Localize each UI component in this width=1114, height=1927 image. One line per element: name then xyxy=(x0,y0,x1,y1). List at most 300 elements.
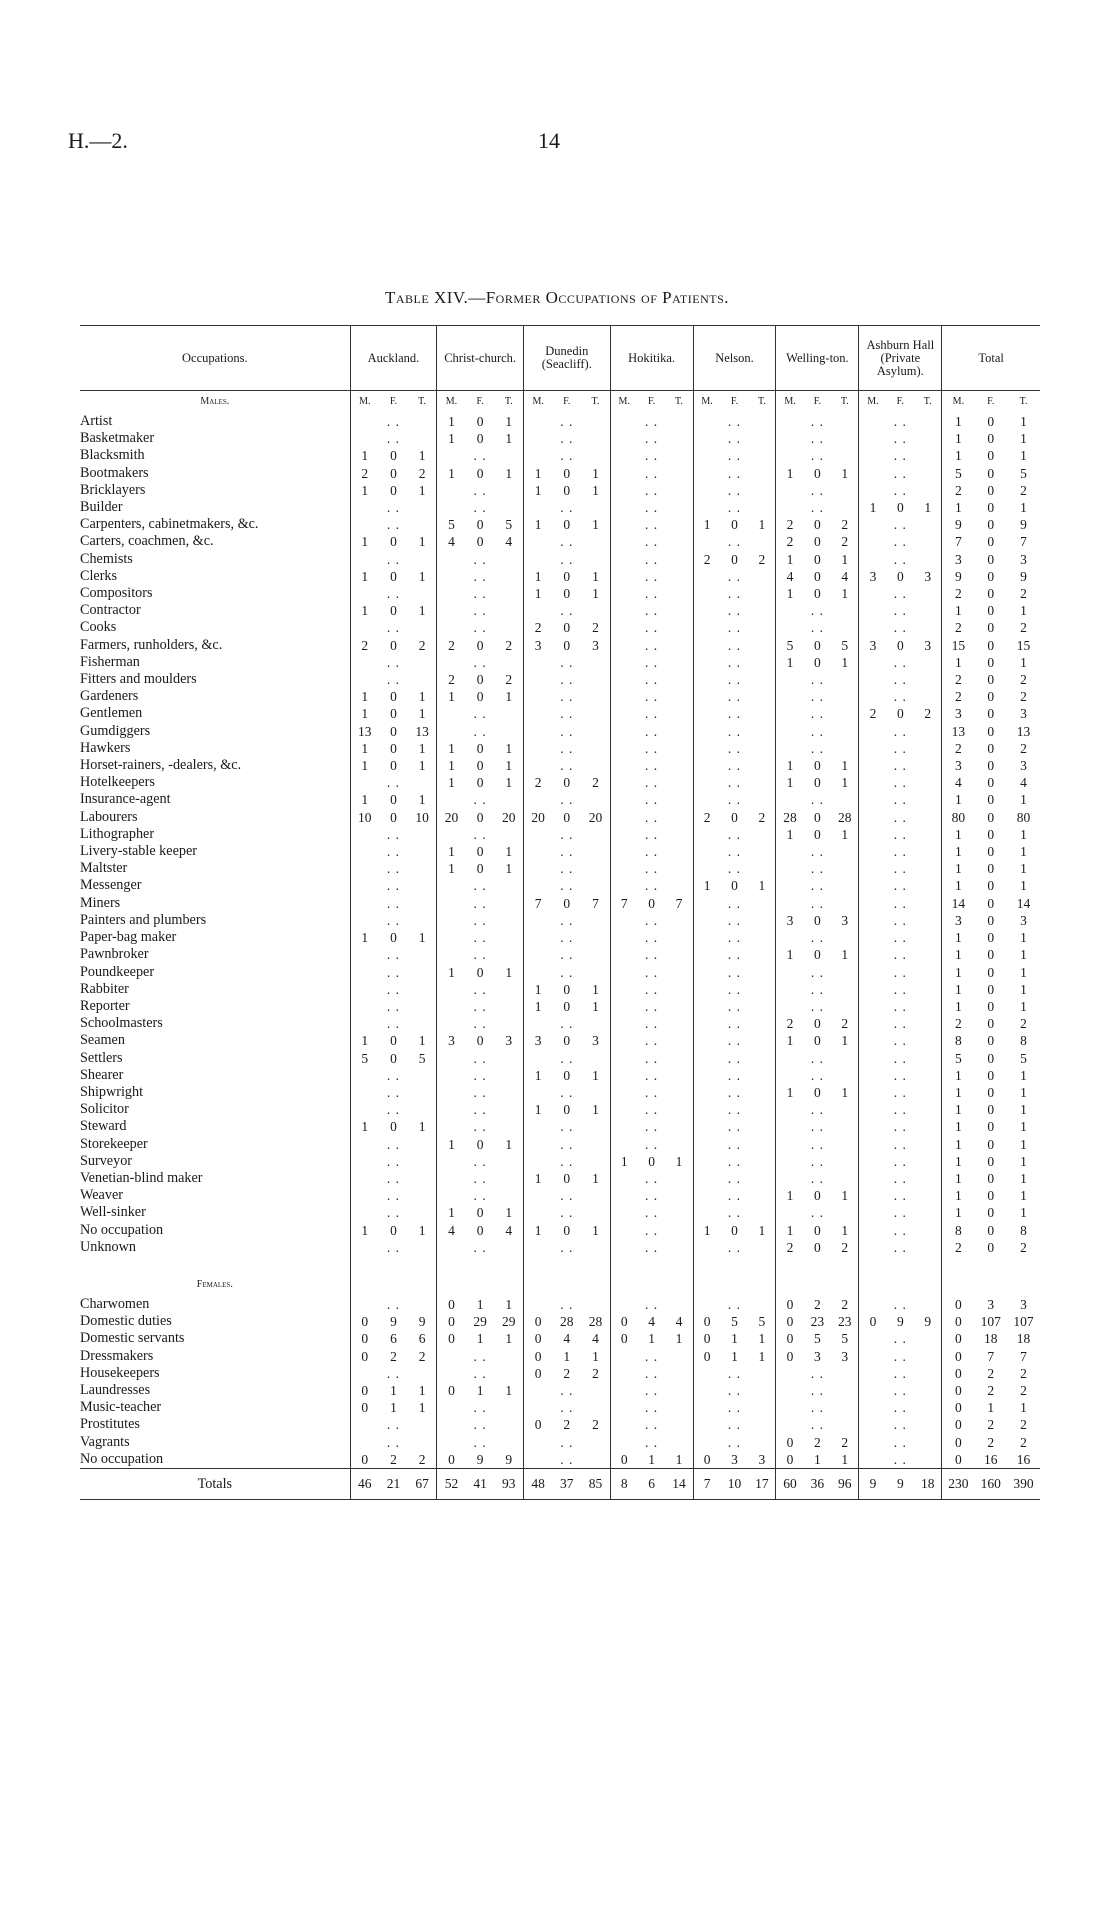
cell-value: 4 xyxy=(505,1222,513,1238)
cell-value: 9 xyxy=(418,1314,426,1330)
cell-empty xyxy=(523,447,552,464)
cell-empty xyxy=(610,912,638,929)
cell-empty xyxy=(776,482,804,499)
cell-empty xyxy=(523,1153,552,1170)
cell-value: 80 xyxy=(942,809,975,826)
cell-empty xyxy=(831,723,859,740)
cell-empty xyxy=(437,1050,466,1067)
cell-empty: . . xyxy=(386,912,400,928)
cell-value: 0 xyxy=(350,1330,379,1347)
cell-value: 2 xyxy=(1020,482,1027,498)
cell-empty xyxy=(859,998,887,1015)
cell-empty xyxy=(914,1222,942,1239)
cell-value: 4 xyxy=(505,534,513,550)
cell-value: 2 xyxy=(437,671,466,688)
cell-value: 1 xyxy=(1020,431,1027,447)
cell-empty xyxy=(859,791,887,808)
cell-empty: . . xyxy=(645,1400,659,1416)
col-total: Total xyxy=(942,326,1040,391)
cell-value: 0 xyxy=(987,482,995,498)
cell-value: 0 xyxy=(731,809,738,825)
cell-empty xyxy=(665,1204,693,1221)
occupation-name: Builder xyxy=(80,499,123,516)
cell-empty: . . xyxy=(645,1348,659,1364)
cell-value: 0 xyxy=(987,414,995,429)
cell-value: 1 xyxy=(505,964,513,980)
cell-empty xyxy=(831,1204,859,1221)
cell-empty: . . xyxy=(727,1084,742,1100)
cell-empty xyxy=(495,998,524,1015)
cell-empty xyxy=(914,1136,942,1153)
cell-value: 3 xyxy=(924,637,932,653)
cell-empty: . . xyxy=(386,844,400,860)
cell-value: 1 xyxy=(841,1033,849,1049)
total-value: 14 xyxy=(665,1468,693,1499)
cell-empty xyxy=(831,602,859,619)
cell-empty: . . xyxy=(810,1382,824,1398)
cell-empty: . . xyxy=(727,1239,742,1255)
cell-empty xyxy=(859,1170,887,1187)
cell-empty xyxy=(523,671,552,688)
cell-empty: . . xyxy=(727,1033,742,1049)
cell-empty xyxy=(914,1434,942,1451)
cell-value: 1 xyxy=(1020,603,1027,619)
cell-empty xyxy=(610,1239,638,1256)
cell-empty: . . xyxy=(560,861,574,877)
cell-empty: . . xyxy=(893,998,907,1014)
cell-empty: . . xyxy=(893,1136,907,1152)
cell-empty xyxy=(350,843,379,860)
cell-empty xyxy=(914,877,942,894)
cell-value: 7 xyxy=(610,895,638,912)
cell-empty xyxy=(693,1187,721,1204)
cell-empty xyxy=(914,1067,942,1084)
cell-empty: . . xyxy=(645,1417,659,1433)
cell-value: 0 xyxy=(437,1451,466,1469)
cell-empty: . . xyxy=(645,1239,659,1255)
cell-value: 0 xyxy=(942,1416,975,1433)
cell-value: 0 xyxy=(987,1119,995,1135)
cell-value: 1 xyxy=(1020,964,1027,980)
cell-empty xyxy=(748,413,776,430)
cell-empty xyxy=(748,482,776,499)
cell-empty xyxy=(581,757,610,774)
cell-empty xyxy=(665,929,693,946)
cell-empty xyxy=(693,998,721,1015)
table-row xyxy=(80,1153,1040,1170)
cell-empty: . . xyxy=(893,654,907,670)
cell-empty xyxy=(665,1399,693,1416)
cell-value: 0 xyxy=(896,568,904,584)
cell-empty xyxy=(748,602,776,619)
occupation-name: No occupation xyxy=(80,1221,164,1238)
cell-empty: . . xyxy=(727,500,742,516)
cell-value: 18 xyxy=(984,1331,998,1347)
table-row xyxy=(80,1101,1040,1118)
cell-empty xyxy=(665,1015,693,1032)
cell-empty xyxy=(610,447,638,464)
cell-empty: . . xyxy=(473,1434,487,1450)
cell-empty xyxy=(914,1084,942,1101)
cell-value: 20 xyxy=(523,809,552,826)
mft-label xyxy=(721,1274,749,1296)
cell-value: 0 xyxy=(476,517,484,533)
cell-value: 0 xyxy=(776,1434,804,1451)
cell-empty: . . xyxy=(386,1067,400,1083)
cell-empty xyxy=(831,688,859,705)
cell-empty xyxy=(831,860,859,877)
cell-empty xyxy=(495,585,524,602)
cell-empty xyxy=(859,1153,887,1170)
cell-empty: . . xyxy=(893,861,907,877)
cell-value: 20 xyxy=(437,809,466,826)
mft-label: F. xyxy=(813,396,822,407)
cell-value: 0 xyxy=(987,809,995,825)
cell-empty xyxy=(859,1050,887,1067)
table-row xyxy=(80,912,1040,929)
cell-empty xyxy=(748,688,776,705)
cell-empty xyxy=(748,723,776,740)
cell-empty xyxy=(610,1399,638,1416)
cell-empty xyxy=(610,1204,638,1221)
cell-empty: . . xyxy=(893,1153,907,1169)
cell-value: 5 xyxy=(942,1050,975,1067)
cell-empty xyxy=(437,946,466,963)
cell-value: 3 xyxy=(1020,706,1027,722)
cell-value: 3 xyxy=(859,637,887,654)
cell-empty xyxy=(350,774,379,791)
cell-empty xyxy=(693,1204,721,1221)
cell-empty xyxy=(495,1050,524,1067)
cell-value: 1 xyxy=(523,516,552,533)
cell-empty: . . xyxy=(727,482,742,498)
cell-value: 2 xyxy=(776,1015,804,1032)
cell-empty xyxy=(495,791,524,808)
cell-empty xyxy=(581,533,610,550)
cell-empty xyxy=(859,723,887,740)
cell-value: 1 xyxy=(476,1296,484,1312)
cell-empty: . . xyxy=(473,912,487,928)
cell-value: 3 xyxy=(841,1348,849,1364)
cell-empty xyxy=(523,860,552,877)
spacer xyxy=(610,1256,638,1274)
table-row xyxy=(80,533,1040,550)
table-row xyxy=(80,1399,1040,1416)
cell-empty: . . xyxy=(386,620,400,636)
occupation-name: Fisherman xyxy=(80,653,140,670)
cell-value: 14 xyxy=(942,895,975,912)
cell-empty xyxy=(581,430,610,447)
table-row xyxy=(80,1451,1040,1469)
cell-empty xyxy=(693,1101,721,1118)
occupation-name: Weaver xyxy=(80,1187,123,1204)
cell-empty: . . xyxy=(473,1102,487,1118)
cell-empty xyxy=(581,413,610,430)
cell-value: 8 xyxy=(942,1032,975,1049)
cell-empty xyxy=(748,1153,776,1170)
cell-empty: . . xyxy=(645,465,659,481)
cell-empty: . . xyxy=(386,672,400,688)
cell-empty xyxy=(859,516,887,533)
cell-empty xyxy=(350,516,379,533)
cell-value: 2 xyxy=(776,1239,804,1256)
cell-value: 0 xyxy=(390,723,397,739)
total-value: 48 xyxy=(523,1468,552,1499)
cell-empty: . . xyxy=(560,414,574,429)
cell-value: 0 xyxy=(476,637,484,653)
cell-empty: . . xyxy=(810,1050,824,1066)
cell-empty xyxy=(437,1015,466,1032)
cell-value: 1 xyxy=(350,791,379,808)
cell-value: 2 xyxy=(693,809,721,826)
cell-value: 0 xyxy=(390,1222,397,1238)
cell-empty xyxy=(776,1118,804,1135)
total-value: 21 xyxy=(379,1468,408,1499)
cell-empty xyxy=(693,671,721,688)
cell-value: 0 xyxy=(814,826,821,842)
cell-value: 2 xyxy=(924,706,932,722)
cell-value: 1 xyxy=(505,414,513,429)
cell-value: 2 xyxy=(758,809,766,825)
cell-value: 1 xyxy=(350,533,379,550)
cell-empty xyxy=(581,1118,610,1135)
cell-empty xyxy=(523,602,552,619)
col-nelson: Nelson. xyxy=(693,326,776,391)
cell-empty xyxy=(610,688,638,705)
cell-empty xyxy=(437,998,466,1015)
total-value: 7 xyxy=(693,1468,721,1499)
cell-value: 1 xyxy=(350,740,379,757)
cell-value: 4 xyxy=(563,1331,571,1347)
cell-value: 1 xyxy=(350,1222,379,1239)
cell-value: 1 xyxy=(523,482,552,499)
cell-value: 0 xyxy=(987,1222,995,1238)
cell-empty xyxy=(859,430,887,447)
cell-value: 1 xyxy=(1020,1188,1027,1204)
cell-empty: . . xyxy=(645,1222,659,1238)
cell-empty xyxy=(914,1365,942,1382)
cell-empty xyxy=(610,1296,638,1313)
cell-value: 5 xyxy=(418,1050,426,1066)
cell-empty xyxy=(859,654,887,671)
cell-value: 0 xyxy=(987,465,995,481)
cell-empty xyxy=(581,654,610,671)
cell-empty xyxy=(610,723,638,740)
cell-empty xyxy=(914,740,942,757)
cell-value: 2 xyxy=(563,1365,571,1381)
cell-empty: . . xyxy=(893,620,907,636)
cell-empty xyxy=(437,981,466,998)
cell-empty xyxy=(495,602,524,619)
cell-empty: . . xyxy=(560,792,574,808)
cell-value: 9 xyxy=(476,1451,484,1467)
cell-value: 1 xyxy=(758,1348,766,1364)
cell-empty xyxy=(914,1170,942,1187)
cell-value: 1 xyxy=(350,929,379,946)
cell-empty: . . xyxy=(727,1067,742,1083)
cell-empty: . . xyxy=(560,1382,574,1398)
cell-value: 0 xyxy=(563,517,571,533)
cell-empty: . . xyxy=(893,517,907,533)
cell-empty xyxy=(581,551,610,568)
cell-value: 2 xyxy=(942,482,975,499)
cell-empty xyxy=(748,774,776,791)
total-value: 230 xyxy=(942,1468,975,1499)
cell-value: 3 xyxy=(505,1033,513,1049)
cell-value: 0 xyxy=(350,1313,379,1330)
mft-label xyxy=(638,1274,666,1296)
cell-value: 2 xyxy=(841,534,849,550)
occupation-name: Gentlemen xyxy=(80,705,143,722)
cell-empty xyxy=(610,585,638,602)
cell-value: 0 xyxy=(693,1330,721,1347)
col-christchurch: Christ-church. xyxy=(437,326,524,391)
cell-value: 2 xyxy=(841,1296,849,1312)
cell-value: 1 xyxy=(942,1084,975,1101)
cell-empty xyxy=(523,533,552,550)
cell-value: 1 xyxy=(841,551,849,567)
cell-empty xyxy=(693,791,721,808)
cell-value: 1 xyxy=(523,1170,552,1187)
table-row xyxy=(80,1348,1040,1365)
cell-value: 0 xyxy=(437,1330,466,1347)
mft-label: M. xyxy=(859,391,887,414)
cell-value: 0 xyxy=(390,465,397,481)
cell-empty: . . xyxy=(727,740,742,756)
cell-value: 1 xyxy=(942,1136,975,1153)
table-row xyxy=(80,602,1040,619)
cell-empty xyxy=(350,619,379,636)
cell-value: 5 xyxy=(776,637,804,654)
table-row xyxy=(80,1136,1040,1153)
cell-empty xyxy=(665,447,693,464)
cell-value: 0 xyxy=(476,672,484,688)
cell-empty xyxy=(693,413,721,430)
cell-empty xyxy=(693,895,721,912)
cell-value: 2 xyxy=(987,1365,995,1381)
cell-empty xyxy=(693,964,721,981)
cell-value: 2 xyxy=(418,1451,426,1467)
cell-empty xyxy=(495,723,524,740)
cell-value: 1 xyxy=(350,705,379,722)
cell-empty xyxy=(350,1434,379,1451)
cell-value: 10 xyxy=(415,809,429,825)
cell-empty: . . xyxy=(893,895,907,911)
cell-value: 2 xyxy=(592,1365,599,1381)
total-value: 60 xyxy=(776,1468,804,1499)
cell-empty: . . xyxy=(473,878,487,894)
cell-value: 1 xyxy=(648,1451,655,1467)
cell-empty: . . xyxy=(386,895,400,911)
cell-empty: . . xyxy=(893,1188,907,1204)
cell-value: 2 xyxy=(942,740,975,757)
cell-empty xyxy=(665,964,693,981)
cell-empty xyxy=(665,1239,693,1256)
cell-empty xyxy=(408,912,437,929)
cell-empty xyxy=(776,929,804,946)
cell-value: 1 xyxy=(1020,1205,1027,1221)
cell-value: 1 xyxy=(437,688,466,705)
cell-empty: . . xyxy=(727,689,742,705)
cell-empty xyxy=(523,877,552,894)
cell-empty xyxy=(859,809,887,826)
cell-empty xyxy=(859,1187,887,1204)
cell-value: 0 xyxy=(523,1330,552,1347)
table-row xyxy=(80,860,1040,877)
cell-empty xyxy=(831,1170,859,1187)
cell-value: 2 xyxy=(1020,586,1027,602)
cell-value: 1 xyxy=(523,585,552,602)
cell-empty: . . xyxy=(386,1016,400,1032)
cell-empty xyxy=(914,757,942,774)
cell-empty: . . xyxy=(893,826,907,842)
cell-value: 1 xyxy=(592,1102,599,1118)
cell-value: 0 xyxy=(523,1416,552,1433)
mft-label: F. xyxy=(476,396,484,407)
cell-value: 0 xyxy=(987,1084,995,1100)
cell-value: 0 xyxy=(942,1330,975,1347)
cell-empty xyxy=(914,1382,942,1399)
cell-empty xyxy=(408,1170,437,1187)
cell-empty xyxy=(350,877,379,894)
cell-empty xyxy=(610,1348,638,1365)
cell-value: 4 xyxy=(592,1331,599,1347)
cell-value: 16 xyxy=(1016,1451,1031,1467)
col-auckland: Auckland. xyxy=(350,326,437,391)
cell-empty xyxy=(776,1170,804,1187)
cell-empty xyxy=(581,1239,610,1256)
cell-value: 0 xyxy=(859,1313,887,1330)
cell-value: 2 xyxy=(592,620,599,636)
cell-empty xyxy=(665,1101,693,1118)
cell-empty: . . xyxy=(893,947,907,963)
cell-value: 1 xyxy=(1020,1170,1027,1186)
cell-empty xyxy=(408,1015,437,1032)
cell-value: 2 xyxy=(505,637,513,653)
cell-empty xyxy=(748,619,776,636)
cell-empty xyxy=(581,929,610,946)
table-row xyxy=(80,946,1040,963)
cell-empty: . . xyxy=(893,603,907,619)
cell-empty xyxy=(350,1239,379,1256)
cell-value: 1 xyxy=(592,1348,599,1364)
cell-empty xyxy=(748,998,776,1015)
cell-empty xyxy=(408,998,437,1015)
occupation-name: Steward xyxy=(80,1118,127,1135)
cell-value: 1 xyxy=(523,998,552,1015)
cell-empty xyxy=(581,1136,610,1153)
cell-empty: . . xyxy=(386,1136,400,1152)
cell-value: 2 xyxy=(592,1417,599,1433)
cell-empty xyxy=(693,1032,721,1049)
cell-empty xyxy=(437,482,466,499)
occupation-name: Surveyor xyxy=(80,1152,133,1169)
cell-value: 0 xyxy=(648,1153,655,1169)
cell-value: 0 xyxy=(942,1399,975,1416)
cell-empty xyxy=(495,1348,524,1365)
cell-value: 1 xyxy=(437,843,466,860)
cell-empty xyxy=(693,929,721,946)
cell-empty: . . xyxy=(810,1102,824,1118)
cell-value: 1 xyxy=(942,499,975,516)
cell-value: 1 xyxy=(942,1187,975,1204)
cell-empty xyxy=(748,929,776,946)
cell-empty xyxy=(523,551,552,568)
cell-empty xyxy=(350,1136,379,1153)
cell-value: 1 xyxy=(841,654,849,670)
cell-value: 4 xyxy=(942,774,975,791)
cell-empty: . . xyxy=(810,706,824,722)
